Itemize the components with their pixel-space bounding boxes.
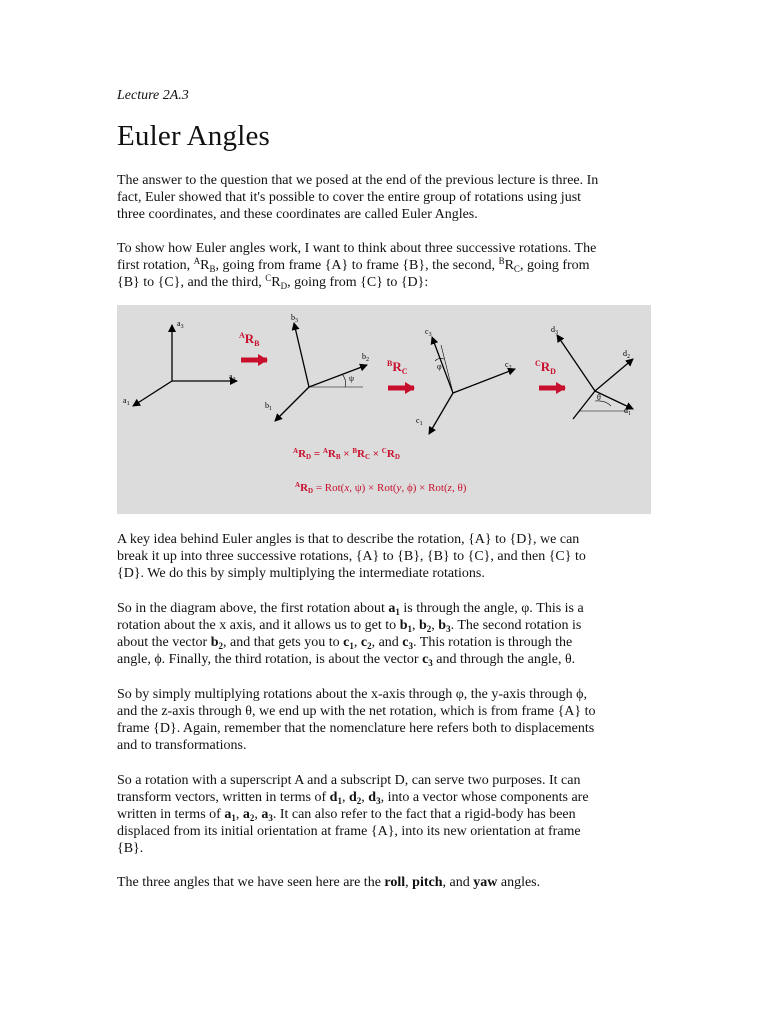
- paragraph-rotations: [117, 240, 653, 291]
- svg-text:ARD = ARB × BRC × CRD: $^A$RD = $^A$RB × $^B$RC × $^C$RD: [293, 447, 400, 461]
- frame-b: [265, 313, 369, 421]
- svg-text:d2: $d_2$: [623, 349, 630, 360]
- text-line: angle, ϕ. Finally, the third rotation, is about the vector $c_3$ and through the angle, θ.: [117, 652, 576, 668]
- svg-text:c3: $c_3$: [425, 327, 432, 338]
- text-line: and the z-axis through θ, we end up with the net rotation, which is from frame {A} to: [117, 704, 596, 719]
- frame-d: [551, 325, 633, 419]
- text-line: displaced from its initial orientation at frame {A}, into its new orientation at frame: [117, 824, 581, 839]
- svg-text:b3: $b_3$: [291, 313, 298, 324]
- text-line: The three angles that we have seen here are the roll, pitch, and yaw angles.: [117, 875, 541, 890]
- text-line: about the vector $b_2$, and that gets you to $c_1$, $c_2$, and $c_3$. This rotation is through the: [117, 635, 573, 651]
- svg-text:θ: θ: [597, 393, 601, 402]
- text-line: rotation about the x axis, and it allows us to get to $b_1$, $b_2$, $b_3$. The second rotation is: [117, 618, 582, 634]
- svg-text:d3: $d_3$: [551, 325, 558, 336]
- text-line: So in the diagram above, the first rotation about $a_1$ is through the angle, φ. This is a: [117, 601, 584, 617]
- svg-text:ARD = Rot(x, ψ) × Rot(y, ϕ) ×: $^A$RD = Rot(x, ψ) × Rot(y, ϕ) × Rot(z, θ): [295, 481, 467, 495]
- svg-text:b1: $b_1$: [265, 401, 272, 412]
- svg-text:b2: $b_2$: [362, 352, 369, 363]
- paragraph-two-purposes: [117, 772, 653, 857]
- page-title: Euler Angles: [117, 120, 271, 152]
- text-line: frame {D}. Again, remember that the nomenclature here refers both to displacements: [117, 721, 595, 736]
- text-line: fact, Euler showed that it's possible to cover the entire group of rotations using just: [117, 190, 582, 205]
- text-line: The answer to the question that we posed at the end of the previous lecture is three. In: [117, 173, 599, 188]
- svg-text:a3: $a_3$: [177, 319, 184, 330]
- paragraph-diagram-explanation: [117, 600, 653, 668]
- svg-text:c2: $c_2$: [505, 360, 512, 371]
- text-line: three coordinates, and these coordinates are called Euler Angles.: [117, 207, 478, 222]
- rotation-arrow-ab: [239, 331, 267, 360]
- svg-text:CRD: $^CR_D$: [535, 359, 556, 376]
- text-line: So by simply multiplying rotations about the x-axis through φ, the y-axis through ϕ,: [117, 687, 588, 702]
- text-line: and to transformations.: [117, 738, 247, 753]
- term-yaw: yaw: [473, 875, 498, 890]
- text-line: A key idea behind Euler angles is that to describe the rotation, {A} to {D}, we can: [117, 532, 580, 547]
- term-pitch: pitch: [412, 875, 443, 890]
- term-roll: roll: [384, 875, 406, 890]
- svg-text:BRC: $^BR_C$: [387, 359, 408, 376]
- text-line: So a rotation with a superscript A and a subscript D, can serve two purposes. It can: [117, 773, 581, 788]
- svg-text:φ: φ: [437, 362, 442, 371]
- equation-2: [295, 481, 467, 495]
- svg-text:a2: $a_2$: [229, 372, 236, 383]
- frame-a: [123, 319, 237, 407]
- text-line: written in terms of $a_1$, $a_2$, $a_3$. It can also refer to the fact that a rigid-body has been: [117, 807, 576, 823]
- paragraph-key-idea: [117, 531, 653, 582]
- paragraph-angles-summary: [117, 874, 653, 891]
- svg-text:a1: $a_1$: [123, 396, 130, 407]
- text-line: break it up into three successive rotations, {A} to {B}, {B} to {C}, and then {C} to: [117, 549, 586, 564]
- rotation-frames-svg: [117, 305, 651, 514]
- paragraph-net-rotation: [117, 686, 653, 754]
- text-line: {B} to {C}, and the third, $^CR_D$, going from {C} to {D}:: [117, 273, 429, 291]
- svg-text:d1: $d_1$: [624, 406, 631, 417]
- paragraph-intro: [117, 172, 653, 223]
- text-line: first rotation, $^AR_B$, going from frame {A} to frame {B}, the second, $^BR_C$, going from: [117, 256, 590, 274]
- rotation-arrow-cd: [535, 359, 565, 388]
- svg-text:ARB: $^AR_B$: [239, 331, 260, 348]
- euler-rotation-diagram: [117, 305, 651, 514]
- lecture-number: Lecture 2A.3: [117, 88, 189, 103]
- text-line: transform vectors, written in terms of $d_1$, $d_2$, $d_3$, into a vector whose components are: [117, 790, 589, 806]
- svg-text:ψ: ψ: [349, 374, 355, 383]
- frame-c: [416, 327, 515, 434]
- equation-1: [293, 447, 400, 461]
- svg-text:c1: $c_1$: [416, 416, 423, 427]
- text-line: To show how Euler angles work, I want to think about three successive rotations. The: [117, 241, 597, 256]
- rotation-arrow-bc: [387, 359, 414, 388]
- text-line: {D}. We do this by simply multiplying the intermediate rotations.: [117, 566, 485, 581]
- text-line: {B}.: [117, 841, 144, 856]
